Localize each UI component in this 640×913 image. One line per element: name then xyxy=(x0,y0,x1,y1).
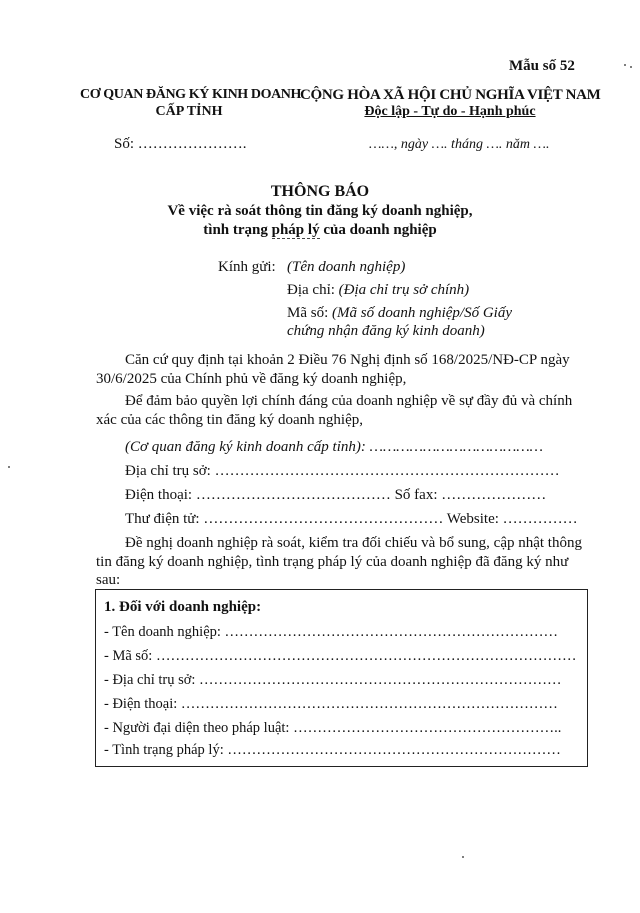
box-row-address: - Địa chỉ trụ sở: ………………………………………………………………… xyxy=(104,672,562,688)
scan-speck xyxy=(462,856,464,858)
scan-speck xyxy=(624,64,626,66)
agency-field: (Cơ quan đăng ký kinh doanh cấp tỉnh): ………………………………… xyxy=(125,439,544,455)
form-number: Mẫu số 52 xyxy=(509,58,575,74)
document-date: ……, ngày …. tháng …. năm …. xyxy=(369,137,550,152)
box-row-legal-representative: - Người đại diện theo pháp luật: ……………………………………………….. xyxy=(104,720,562,736)
recipient-code: Mã số: (Mã số doanh nghiệp/Số Giấy xyxy=(287,305,512,321)
notice-title: THÔNG BÁO xyxy=(270,183,370,200)
request-line2: tin đăng ký doanh nghiệp, tình trạng pháp lý của doanh nghiệp đã đăng ký như xyxy=(96,554,569,570)
box-row-phone: - Điện thoại: …………………………………………………………………… xyxy=(104,696,558,712)
agency-name-line2: CẤP TỈNH xyxy=(155,104,223,119)
agency-email-website-field: Thư điện tử: ………………………………………… Website: …………… xyxy=(125,511,578,527)
enterprise-info-box xyxy=(95,589,588,767)
document-number: Số: …………………. xyxy=(114,136,247,152)
national-motto: Độc lập - Tự do - Hạnh phúc xyxy=(364,104,536,119)
scan-speck xyxy=(630,66,632,68)
agency-address-field: Địa chỉ trụ sở: …………………………………………………………… xyxy=(125,463,560,479)
box-row-code: - Mã số: …………………………………………………………………………… xyxy=(104,648,577,664)
box-row-enterprise-name: - Tên doanh nghiệp: …………………………………………………………… xyxy=(104,624,559,640)
agency-name-line1: CƠ QUAN ĐĂNG KÝ KINH DOANH xyxy=(80,87,301,102)
notice-subtitle-line1: Về việc rà soát thông tin đăng ký doanh nghiệp, xyxy=(167,203,473,219)
legal-basis-line2: 30/6/2025 của Chính phủ về đăng ký doanh nghiệp, xyxy=(96,371,407,387)
notice-subtitle-line2: tình trạng pháp lý của doanh nghiệp xyxy=(203,222,437,238)
request-line3: sau: xyxy=(96,572,121,588)
recipient-address: Địa chỉ: (Địa chỉ trụ sở chính) xyxy=(287,282,470,298)
recipient-label: Kính gửi: xyxy=(218,259,276,275)
nation-name: CỘNG HÒA XÃ HỘI CHỦ NGHĨA VIỆT NAM xyxy=(300,87,601,103)
scan-speck xyxy=(8,466,10,468)
underlined-phrase: pháp lý xyxy=(271,222,320,238)
purpose-line1: Để đảm bảo quyền lợi chính đáng của doanh nghiệp về sự đầy đủ và chính xyxy=(125,393,573,409)
box-row-legal-status: - Tình trạng pháp lý: …………………………………………………………… xyxy=(104,742,561,758)
legal-basis-line1: Căn cứ quy định tại khoản 2 Điều 76 Nghị định số 168/2025/NĐ-CP ngày xyxy=(125,352,570,368)
purpose-line2: xác của các thông tin đăng ký doanh nghiệp, xyxy=(96,412,363,428)
request-line1: Đề nghị doanh nghiệp rà soát, kiểm tra đối chiếu và bổ sung, cập nhật thông xyxy=(125,535,582,551)
recipient-name: (Tên doanh nghiệp) xyxy=(287,259,406,275)
recipient-code-line2: chứng nhận đăng ký kinh doanh) xyxy=(287,323,485,339)
box-heading: 1. Đối với doanh nghiệp: xyxy=(104,599,262,615)
agency-phone-fax-field: Điện thoại: ………………………………… Số fax: ………………… xyxy=(125,487,547,503)
